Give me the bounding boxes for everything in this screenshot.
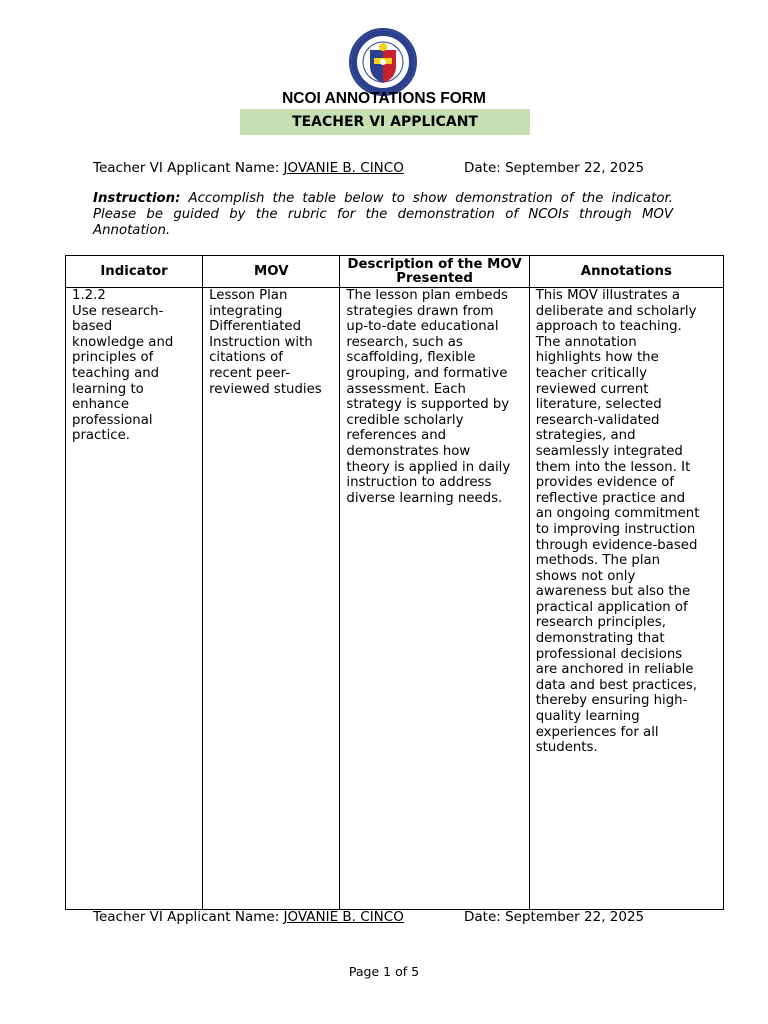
date-label: Date: September 22, 2025 [464, 160, 645, 176]
instruction-paragraph [93, 191, 673, 239]
table-header-row [66, 256, 724, 288]
annotations-table [65, 255, 724, 910]
mov-text: Lesson Plan integrating Differentiated Instruction with citations of recent peer- reviewed studies [209, 288, 322, 397]
header-description: Description of the MOV Presented [340, 256, 529, 288]
cell-annotations [529, 288, 723, 910]
form-title: NCOI ANNOTATIONS FORM [282, 90, 486, 107]
applicant-info-bottom [93, 909, 645, 925]
applicant-name-label: Teacher VI Applicant Name: [93, 160, 284, 176]
form-subtitle: TEACHER VI APPLICANT [240, 109, 530, 135]
cell-mov [203, 288, 340, 910]
page-number: Page 1 of 5 [348, 964, 420, 979]
date-label-bottom: Date: September 22, 2025 [464, 909, 645, 925]
applicant-name-label-bottom: Teacher VI Applicant Name: [93, 909, 284, 925]
header-mov: MOV [203, 256, 340, 288]
description-text: The lesson plan embeds strategies drawn from up-to-date educational research, such as scaffolding, flexible grouping, and formative assessment. Each strategy is supported by credible scholarly references and demonstrates how theory is applied in daily instruction to address diverse learning needs. [346, 288, 511, 506]
cell-description [340, 288, 529, 910]
applicant-name-value-bottom: JOVANIE B. CINCO [283, 909, 404, 925]
instruction-text: Accomplish the table below to show demonstration of the indicator. Please be guided by the rubric for the demonstration of NCOIs through MOV Annotation. [93, 191, 673, 238]
applicant-info-top [93, 160, 645, 176]
header-annotations: Annotations [529, 256, 723, 288]
applicant-name-value: JOVANIE B. CINCO [283, 160, 404, 176]
header-indicator: Indicator [66, 256, 203, 288]
cell-indicator [66, 288, 203, 910]
annotations-text: This MOV illustrates a deliberate and scholarly approach to teaching. The annotation highlights how the teacher critically reviewed current literature, selected research-validated strategies, and seamlessly integrated them into the lesson. It provides evidence of reflective practice and an ongoing commitment to improving instruction through evidence-based methods. The plan shows not only awareness but also the practical application of research principles, demonstrating that professional decisions are anchored in reliable data and best practices, thereby ensuring high- quality learning experiences for all students. [535, 288, 700, 756]
instruction-label: Instruction: [93, 191, 181, 206]
table-row [66, 288, 724, 910]
indicator-text: 1.2.2 Use research- based knowledge and principles of teaching and learning to enhance professional practice. [72, 288, 174, 444]
deped-seal-logo [346, 28, 420, 96]
